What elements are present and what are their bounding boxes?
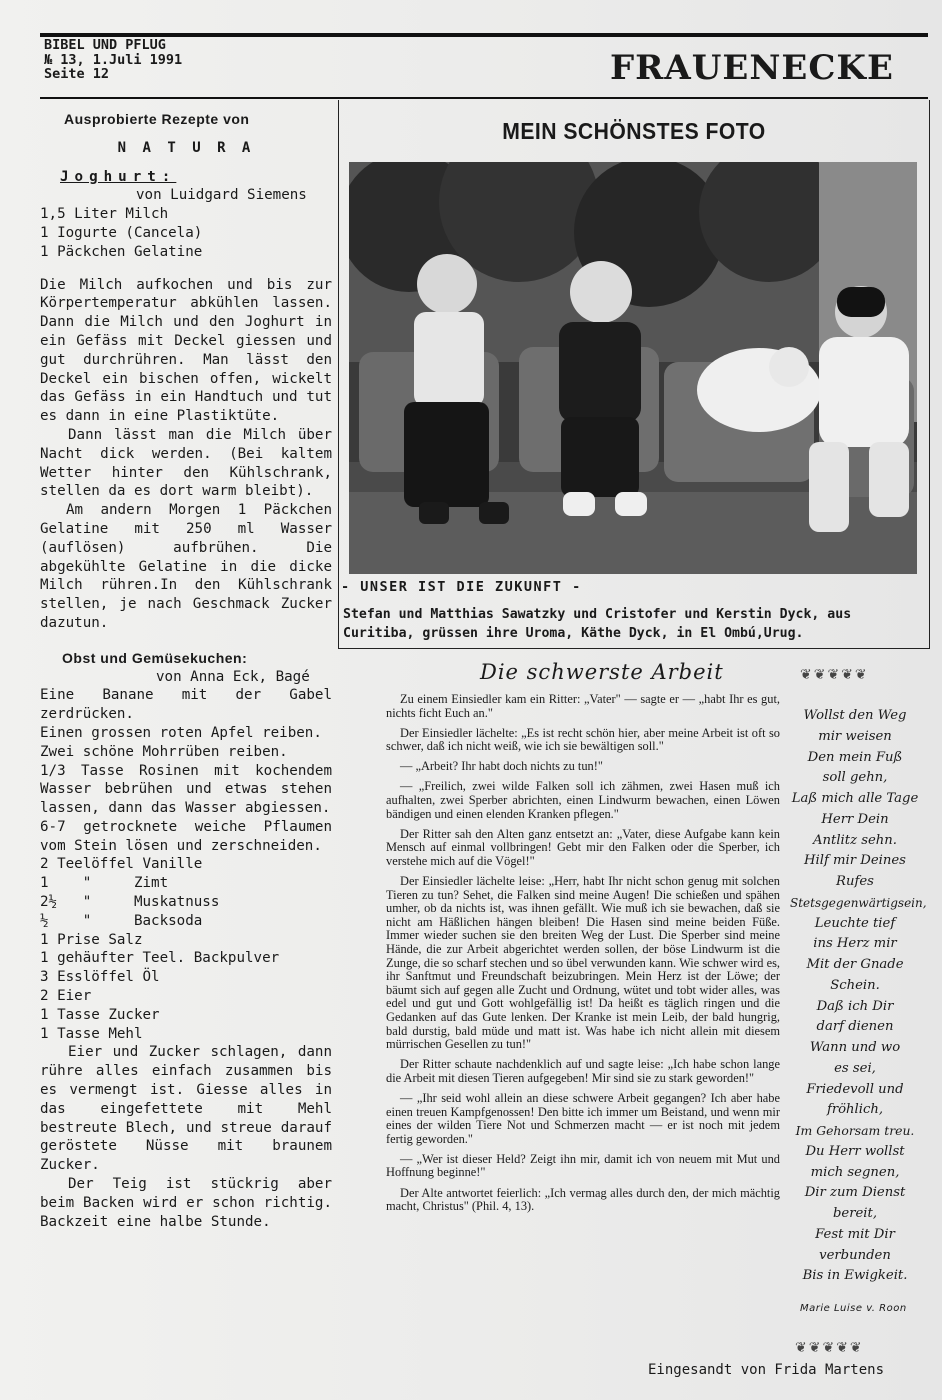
poem-author: Marie Luise v. Roon xyxy=(800,1303,907,1314)
ornament-divider-bottom: ❦❦❦❦❦ xyxy=(795,1340,864,1356)
poem-line: fröhlich, xyxy=(826,1102,884,1118)
story-paragraph: Der Einsiedler lächelte: „Es ist recht schön hier, aber meine Arbeit ist oft so schwer, daß ich nicht weiß, wie ich sie bewältigen soll." xyxy=(386,725,780,754)
poem-line: Fest mit Dir xyxy=(815,1226,895,1242)
poem-line: Wann und wo xyxy=(809,1040,901,1055)
story-paragraph: Der Einsiedler lächelte leise: „Herr, habt Ihr nicht schon genug mit solchen Tieren zu tun? Sehet, die Falken sind meine Augen! Die schießen und spähen umher, ob da nichts ist, was ihnen gefällt. Wie muß ich sie bewachen, daß sie nicht am Häßlichen hängen bleiben! Die Hasen sind meine beiden Füße. Immer wieder suchen sie den breiten Weg der Lust. Die Sperber sind meine Hände, die zur Arbeit abgerichtet werden sollen, der böse Lindwurm ist die Zunge, die so scharf stechen und so übel verwunden kann. Wie schwer wird es, ihr Sanftmut und Freundschaft beizubringen. Mein Herz ist der Löwe; der bäumt sich auf gegen alle Zucht und Ordnung, wütet und tobt wider alles, was edel und gut und Gott wohlgefällig ist! Da heißt es täglich ringen und die Gedanken auf das Gute lenken. Der Kranke ist mein Leib, der bald hungrig, bald durstig, bald müde und matt ist. Was habe ich nicht allein mit diesem mürrischen Gesellen zu tun!" xyxy=(386,874,780,1052)
story-text xyxy=(386,693,780,1220)
joghurt-ingredient: 1,5 Liter Milch xyxy=(40,206,169,223)
photo-heading: MEIN SCHÖNSTES FOTO xyxy=(502,118,766,144)
poem-line: Den mein Fuß xyxy=(807,749,903,765)
story-paragraph: — „Arbeit? Ihr habt doch nichts zu tun!" xyxy=(400,759,603,774)
story-title: Die schwerste Arbeit xyxy=(480,660,724,684)
ornament-divider: ❦❦❦❦❦ xyxy=(800,667,869,683)
poem-line: Rufes xyxy=(836,874,874,889)
story-paragraph: Der Alte antwortet feierlich: „Ich vermag alles durch den, der mich mächtig macht, Christus" (Phil. 4, 13). xyxy=(386,1185,780,1214)
kuchen-ingredient: 1 Prise Salz xyxy=(40,931,143,948)
photo-feature-box xyxy=(338,100,930,649)
kuchen-paragraph: Eier und Zucker schlagen, dann rühre alles einfach zusammen bis es vermengt ist. Giesse alles in das eingefettete mit Mehl bestreute Blech, und streue darauf geröstete Nüsse mit braunem Zucker. xyxy=(40,1044,332,1174)
poem-line: Friedevoll und xyxy=(806,1081,904,1097)
poem-line: Hilf mir Deines xyxy=(804,853,906,869)
kuchen-step: 6-7 getrocknete weiche Pflaumen vom Stein lösen und zerschneiden. xyxy=(40,818,332,854)
poem-line: Leuchte tief xyxy=(814,915,896,931)
poem-line: Herr Dein xyxy=(821,811,889,827)
joghurt-ingredient: 1 Iogurte (Cancela) xyxy=(40,224,203,241)
poem-line: Bis in Ewigkeit. xyxy=(802,1268,908,1284)
poem-line: Laß mich alle Tage xyxy=(791,791,919,806)
joghurt-ingredient: 1 Päckchen Gelatine xyxy=(40,243,203,260)
masthead-bottom-rule xyxy=(40,97,928,99)
kuchen-ingredient: 1 " Zimt xyxy=(40,875,169,892)
page-number: Seite 12 xyxy=(44,66,110,82)
kuchen-ingredient: 2 Teelöffel Vanille xyxy=(40,856,203,873)
poem-line: Wollst den Weg xyxy=(803,708,907,723)
story-paragraph: — „Wer ist dieser Held? Zeigt ihn mir, damit ich von neuem mit Mut und Hoffnung beginne!" xyxy=(386,1151,780,1180)
story-paragraph: Der Ritter schaute nachdenklich auf und sagte leise: „Ich habe schon lange die Arbeit mit diesen Tieren aufgegeben! Mir sind sie zu stark geworden!" xyxy=(386,1057,780,1085)
story-paragraph: — „Freilich, zwei wilde Falken soll ich zähmen, zwei Hasen muß ich aufhalten, zwei Sperber abrichten, einen Lindwurm bewachen, einen Löwen bändigen und einen elenden Kranken pflegen." xyxy=(386,779,780,821)
recipes-intro: Ausprobierte Rezepte von xyxy=(64,111,250,127)
joghurt-paragraph: Die Milch aufkochen und bis zur Körpertemperatur abkühlen lassen. Dann die Milch und den Joghurt in ein Gefäss mit Deckel giessen und gut durchrühren. Man lässt den Deckel ein bischen offen, wickelt das Gefäss in ein Handtuch und tut es dann in eine Plastiktüte. xyxy=(40,276,332,425)
poem-line: bereit, xyxy=(832,1206,878,1221)
poem-line: mir weisen xyxy=(818,728,892,744)
recipe-column xyxy=(40,110,332,1231)
kuchen-ingredient: 2 Eier xyxy=(40,988,92,1005)
kuchen-ingredient: 1 Tasse Zucker xyxy=(40,1006,160,1023)
poem xyxy=(790,706,927,1287)
kuchen-title: Obst und Gemüsekuchen: xyxy=(62,649,248,666)
poem-line: Mit der Gnade xyxy=(806,957,904,972)
poem-line: verbunden xyxy=(819,1247,891,1263)
story-paragraph: — „Ihr seid wohl allein an diese schwere Arbeit gegangen? Ich aber habe einen treuen Kampfgenossen! Den bitte ich immer um Beistand, und wenn mir eines der wilden Tiere Not und Schmerzen macht — er ist noch mit jedem fertig geworden." xyxy=(386,1090,780,1146)
story-paragraph: Der Ritter sah den Alten ganz entsetzt an: „Vater, diese Aufgabe kann kein Mensch auf einmal vollbringen! Gebt mir den Falken oder die Sperber, ich verstehe mich auf die Vögel!" xyxy=(386,826,780,868)
kuchen-author: von Anna Eck, Bagé xyxy=(156,668,310,685)
poem-line: Stetsgegenwärtigsein, xyxy=(790,895,927,910)
poem-line: Du Herr wollst xyxy=(805,1143,905,1159)
kuchen-ingredient: ½ " Backsoda xyxy=(40,912,203,929)
poem-line: mich segnen, xyxy=(810,1164,900,1180)
joghurt-paragraph: Dann lässt man die Milch über Nacht dick werden. (Bei kaltem Wetter hinter den Kühlschrank, stellen da es dort warm bleibt). xyxy=(40,426,332,500)
kuchen-step: Eine Banane mit der Gabel zerdrücken. xyxy=(40,687,332,723)
kuchen-step: 1/3 Tasse Rosinen mit kochendem Wasser bebrühen und etwas stehen lassen, dann das Wasser abgiessen. xyxy=(40,762,332,817)
kuchen-paragraph: Der Teig ist stückrig aber beim Backen wird er schon richtig. Backzeit eine halbe Stunde. xyxy=(40,1176,332,1230)
poem-line: Daß ich Dir xyxy=(816,998,894,1014)
joghurt-paragraph: Am andern Morgen 1 Päckchen Gelatine mit 250 ml Wasser (auflösen) aufbrühen. Die abgekühlte Gelatine in die dicke Milch rühren.In den Kühlschrank stellen, je nach Geschmack Zucker dazutun. xyxy=(40,502,332,631)
poem-line: soll gehn, xyxy=(822,770,888,786)
kuchen-step: Einen grossen roten Apfel reiben. xyxy=(40,724,322,741)
joghurt-author: von Luidgard Siemens xyxy=(136,187,307,204)
masthead-info xyxy=(44,38,182,82)
masthead-top-rule xyxy=(40,33,928,37)
story-paragraph: Zu einem Einsiedler kam ein Ritter: „Vater" — sagte er — „habt Ihr es gut, nichts ficht Euch an." xyxy=(386,692,780,720)
poem-line: ins Herz mir xyxy=(813,936,897,952)
poem-line: Schein. xyxy=(830,977,880,993)
section-title: FRAUENECKE xyxy=(610,48,894,88)
poem-line: darf dienen xyxy=(816,1019,894,1035)
poem-line: Antlitz sehn. xyxy=(813,832,897,848)
submission-credit: Eingesandt von Frida Martens xyxy=(648,1362,885,1378)
poem-line: Im Gehorsam treu. xyxy=(795,1123,915,1138)
issue-date: № 13, 1.Juli 1991 xyxy=(44,51,183,68)
kuchen-ingredient: 1 Tasse Mehl xyxy=(40,1025,143,1042)
recipes-author-group: N A T U R A xyxy=(117,139,255,156)
photo-caption: Stefan und Matthias Sawatzky und Cristofer und Kerstin Dyck, aus Curitiba, grüssen ihre Uroma, Käthe Dyck, in El Ombú,Urug. xyxy=(343,607,852,641)
photo-caption-title: - UNSER IST DIE ZUKUNFT - xyxy=(341,579,582,595)
family-photo-illustration xyxy=(349,162,917,574)
poem-line: es sei, xyxy=(834,1060,876,1076)
joghurt-title: Joghurt: xyxy=(60,168,177,185)
poem-line: Dir zum Dienst xyxy=(804,1185,906,1201)
kuchen-step: Zwei schöne Mohrrüben reiben. xyxy=(40,743,288,760)
kuchen-ingredient: 2½ " Muskatnuss xyxy=(40,894,220,911)
kuchen-ingredient: 1 gehäufter Teel. Backpulver xyxy=(40,950,280,967)
kuchen-ingredient: 3 Esslöffel Öl xyxy=(40,969,160,986)
family-photo xyxy=(349,162,917,574)
publication-name: BIBEL UND PFLUG xyxy=(44,37,166,53)
